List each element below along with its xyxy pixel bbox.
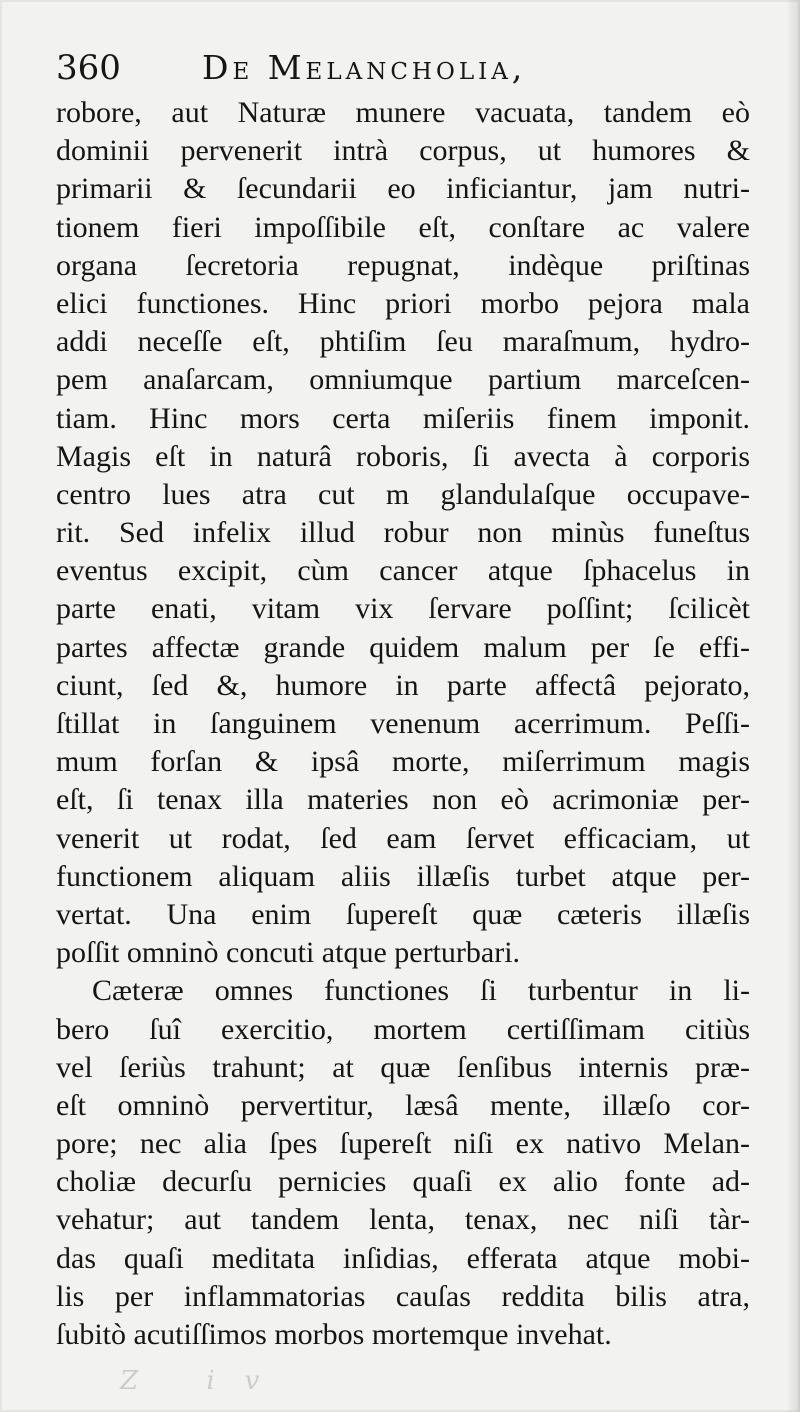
text-line: ſubitò acutiſſimos morbos mortemque invehat. xyxy=(56,1318,612,1351)
text-line: vertat. Una enim ſupereſt quæ cæteris illæſis xyxy=(56,897,750,931)
text-line: vel ſeriùs trahunt; at quæ ſenſibus internis præ- xyxy=(56,1050,750,1084)
text-line: centro lues atra cut m glandulaſque occupave- xyxy=(56,477,750,511)
text-line: primarii & ſecundarii eo inficiantur, jam nutri- xyxy=(56,172,750,206)
text-line: lis per inflammatorias cauſas reddita bilis atra, xyxy=(56,1279,750,1313)
text-line: tionem fieri impoſſibile eſt, conſtare ac valere xyxy=(56,210,750,244)
page-header xyxy=(56,46,756,90)
text-line: eſt omninò pervertitur, læsâ mente, illæſo cor- xyxy=(56,1088,750,1122)
text-line: mum forſan & ipsâ morte, miſerrimum magis xyxy=(56,745,750,779)
text-line: tiam. Hinc mors certa miſeriis finem imponit. xyxy=(56,401,750,435)
text-line: eventus excipit, cùm cancer atque ſphacelus in xyxy=(56,554,750,588)
text-line: vehatur; aut tandem lenta, tenax, nec niſi tàr- xyxy=(56,1203,750,1237)
text-line: venerit ut rodat, ſed eam ſervet efficaciam, ut xyxy=(56,821,750,855)
text-line: parte enati, vitam vix ſervare poſſint; ſcilicèt xyxy=(56,592,750,626)
page-number: 360 xyxy=(56,48,121,88)
text-line: das quaſi meditata inſidias, efferata atque mobi- xyxy=(56,1241,750,1275)
text-line: partes affectæ grande quidem malum per ſe effi- xyxy=(56,630,750,664)
text-line: bero ſuî exercitio, mortem certiſſimam citiùs xyxy=(56,1012,750,1046)
text-line: choliæ decurſu pernicies quaſi ex alio fonte ad- xyxy=(56,1165,750,1199)
text-line: eſt, ſi tenax illa materies non eò acrimoniæ per- xyxy=(56,783,750,817)
body-text xyxy=(56,94,750,1354)
text-line: functionem aliquam aliis illæſis turbet atque per- xyxy=(56,859,750,893)
text-line: ſtillat in ſanguinem venenum acerrimum. Peſſi- xyxy=(56,707,750,740)
text-line: Cæteræ omnes functiones ſi turbentur in li- xyxy=(92,974,750,1008)
text-line: elici functiones. Hinc priori morbo pejora mala xyxy=(56,286,750,320)
text-line: organa ſecretoria repugnat, indèque priſtinas xyxy=(56,248,750,282)
text-line: pore; nec alia ſpes ſupereſt niſi ex nativo Melan- xyxy=(56,1127,750,1161)
text-line: addi neceſſe eſt, phtiſim ſeu maraſmum, hydro- xyxy=(56,325,750,359)
text-line: pem anaſarcam, omniumque partium marceſcen- xyxy=(56,363,750,397)
text-line: poſſit omninò concuti atque perturbari. xyxy=(56,936,521,970)
page-edge-shadow xyxy=(786,0,800,1412)
text-line: dominii pervenerit intrà corpus, ut humores & xyxy=(56,134,750,168)
running-head: De Melancholia, xyxy=(202,48,527,87)
text-line: Magis eſt in naturâ roboris, ſi avecta à corporis xyxy=(56,439,750,473)
text-line: rit. Sed infelix illud robur non minùs funeſtus xyxy=(56,516,750,550)
signature-mark: Z iv xyxy=(120,1366,290,1396)
text-line: robore, aut Naturæ munere vacuata, tandem eò xyxy=(56,96,750,129)
text-line: ciunt, ſed &, humore in parte affectâ pejorato, xyxy=(56,668,750,702)
